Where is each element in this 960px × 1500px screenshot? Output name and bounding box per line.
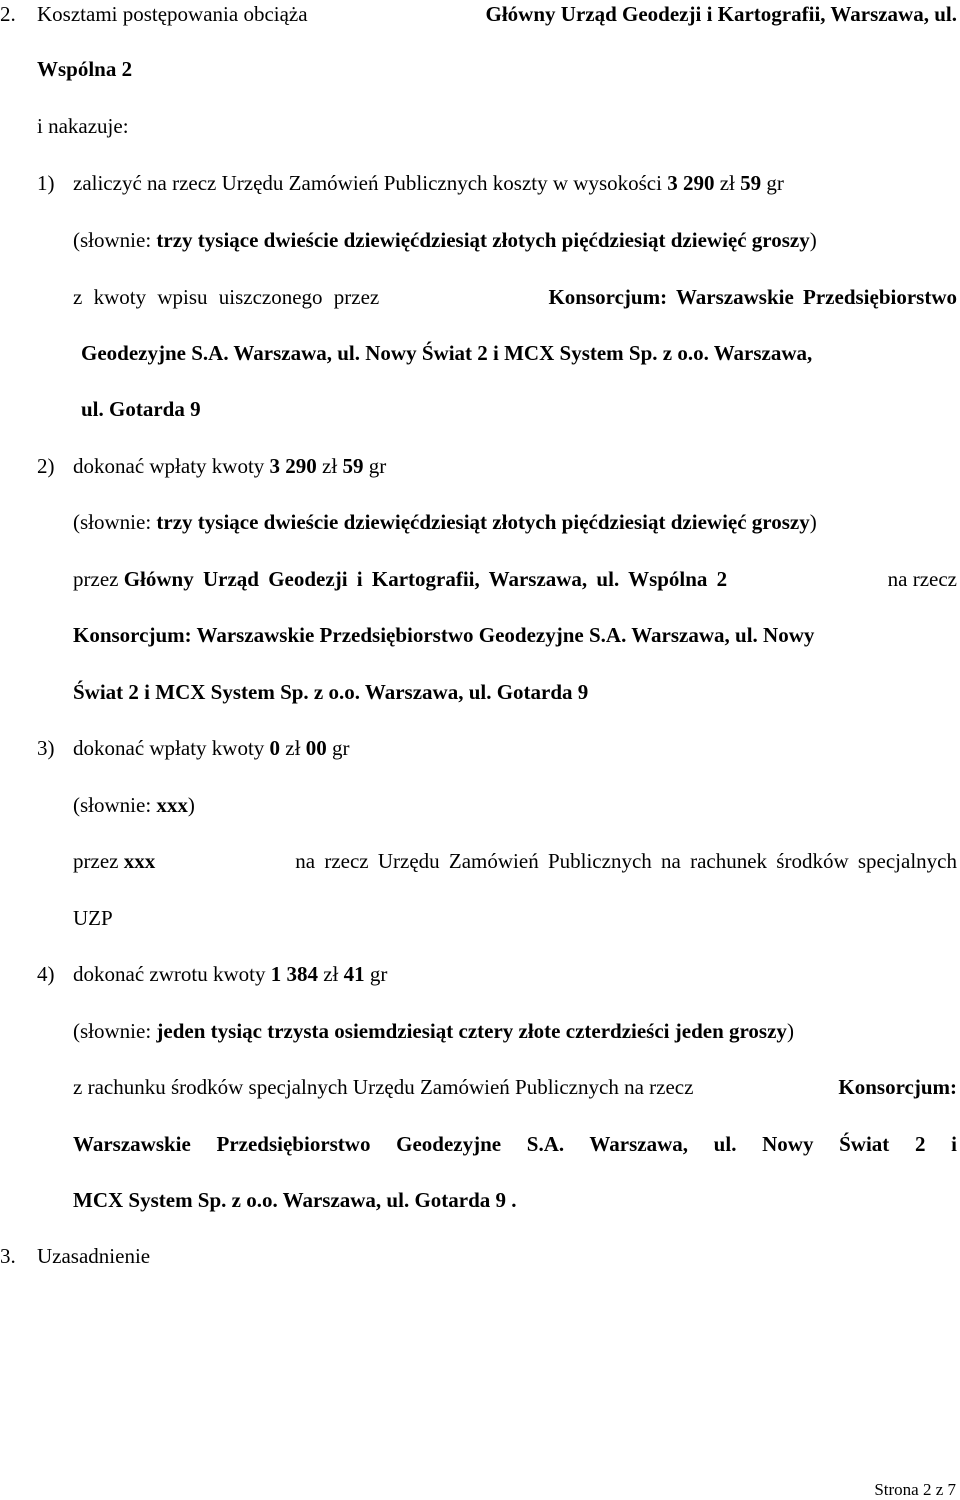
item-2-amount-zl: 3 290 xyxy=(269,454,317,478)
item-1-amount-zl: 3 290 xyxy=(667,171,715,195)
item-2-zl-unit: zł xyxy=(316,454,343,478)
costs-intro: Kosztami postępowania obciąża xyxy=(37,2,308,26)
item-4-recipient: Warszawskie Przedsiębiorstwo Geodezyjne S.A. Warszawa, ul. Nowy Świat 2 i xyxy=(73,1132,957,1156)
item-4-line-1 xyxy=(73,962,387,986)
item-1-gr-unit: gr xyxy=(761,171,784,195)
item-1-line-1 xyxy=(73,171,784,195)
item-1-words-text: trzy tysiące dwieście dziewięćdziesiąt złotych pięćdziesiąt dziewięć groszy xyxy=(156,228,810,252)
item-2-payer-name: Główny Urząd Geodezji i Kartografii, Warszawa, ul. Wspólna 2 xyxy=(123,567,728,591)
item-4-recipient-end: MCX System Sp. z o.o. Warszawa, ul. Gotarda 9 xyxy=(73,1188,507,1212)
item-2-amount-gr: 59 xyxy=(342,454,364,478)
item-3-words xyxy=(73,793,195,817)
item-4-amount-gr: 41 xyxy=(343,962,365,986)
item-2-payer-intro: przez xyxy=(73,567,124,591)
item-2-number: 2) xyxy=(37,454,55,478)
item-2-recipient-end: Świat 2 i MCX System Sp. z o.o. Warszawa, ul. Gotarda 9 xyxy=(73,680,589,704)
item-3-words-open: (słownie: xyxy=(73,793,157,817)
item-3-number: 3) xyxy=(37,736,55,760)
item-3-words-text: xxx xyxy=(156,793,188,817)
item-3-line-1 xyxy=(73,736,349,760)
item-4-end-dot: . xyxy=(506,1188,517,1212)
gugik-address-end: Wspólna 2 xyxy=(37,57,133,81)
item-1-words xyxy=(73,228,817,252)
item-3-payer-name: xxx xyxy=(123,849,156,873)
page-number: Strona 2 z 7 xyxy=(874,1480,956,1499)
item-2-words xyxy=(73,510,817,534)
orders-intro: i nakazuje: xyxy=(37,114,129,138)
item-3-words-close: ) xyxy=(187,793,195,817)
item-3-payer-intro: przez xyxy=(73,849,124,873)
item-4-number: 4) xyxy=(37,962,55,986)
item-3-payer xyxy=(73,849,155,873)
item-1-line-3 xyxy=(73,285,957,309)
item-4-words-close: ) xyxy=(786,1019,794,1043)
item-1-amount-gr: 59 xyxy=(740,171,762,195)
section-3-number: 3. xyxy=(0,1244,16,1268)
item-3-line-4: UZP xyxy=(73,906,113,930)
item-1-line-5 xyxy=(81,397,201,421)
item-2-text: dokonać wpłaty kwoty xyxy=(73,454,270,478)
item-2-words-close: ) xyxy=(809,510,817,534)
item-3-text: dokonać wpłaty kwoty xyxy=(73,736,270,760)
item-4-line-3 xyxy=(73,1075,957,1099)
item-1-zl-unit: zł xyxy=(714,171,741,195)
item-2-recipient-intro: na rzecz xyxy=(887,567,957,591)
item-2-line-1 xyxy=(73,454,386,478)
item-2-recipient: Konsorcjum: Warszawskie Przedsiębiorstwo Geodezyjne S.A. Warszawa, ul. Nowy xyxy=(73,623,815,647)
item-1-number: 1) xyxy=(37,171,55,195)
item-4-words xyxy=(73,1019,794,1043)
item-1-text: zaliczyć na rzecz Urzędu Zamówień Publicznych koszty w wysokości xyxy=(73,171,668,195)
item-2-words-text: trzy tysiące dwieście dziewięćdziesiąt złotych pięćdziesiąt dziewięć groszy xyxy=(156,510,810,534)
item-1-words-open: (słownie: xyxy=(73,228,157,252)
item-4-words-open: (słownie: xyxy=(73,1019,157,1043)
item-4-line-5 xyxy=(73,1188,517,1212)
item-4-text: dokonać zwrotu kwoty xyxy=(73,962,271,986)
item-2-payer xyxy=(73,567,727,591)
item-3-zl-unit: zł xyxy=(280,736,306,760)
item-2-line-5 xyxy=(73,680,588,704)
item-3-line-3 xyxy=(73,849,957,873)
item-2-line-3 xyxy=(73,567,957,591)
item-3-recipient: na rzecz Urzędu Zamówień Publicznych na rachunek środków specjalnych xyxy=(295,849,957,873)
item-1-consortium-end: ul. Gotarda 9 xyxy=(81,397,201,421)
item-1-line-4 xyxy=(81,341,812,365)
item-4-line-4 xyxy=(73,1132,957,1156)
item-1-payer-intro: z kwoty wpisu uiszczonego przez xyxy=(73,285,380,309)
item-3-amount-zl: 0 xyxy=(269,736,281,760)
section-2-line-2 xyxy=(37,57,132,81)
section-2-number: 2. xyxy=(0,2,16,26)
item-3-gr-unit: gr xyxy=(326,736,350,760)
item-1-consortium: Konsorcjum: Warszawskie Przedsiębiorstwo xyxy=(548,285,957,309)
section-2-line-1 xyxy=(37,2,957,26)
section-3-title: Uzasadnienie xyxy=(37,1244,151,1268)
item-4-zl-unit: zł xyxy=(317,962,344,986)
item-4-amount-zl: 1 384 xyxy=(270,962,318,986)
item-2-words-open: (słownie: xyxy=(73,510,157,534)
item-1-consortium-cont: Geodezyjne S.A. Warszawa, ul. Nowy Świat 2 i MCX System Sp. z o.o. Warszawa, xyxy=(81,341,813,365)
item-4-words-text: jeden tysiąc trzysta osiemdziesiąt cztery złote czterdzieści jeden groszy xyxy=(156,1019,787,1043)
item-4-gr-unit: gr xyxy=(364,962,388,986)
item-1-words-close: ) xyxy=(809,228,817,252)
item-2-gr-unit: gr xyxy=(363,454,387,478)
item-3-amount-gr: 00 xyxy=(305,736,327,760)
item-2-line-4 xyxy=(73,623,814,647)
gugik-name: Główny Urząd Geodezji i Kartografii, Warszawa, ul. xyxy=(485,2,957,26)
item-4-recipient-start: Konsorcjum: xyxy=(838,1075,957,1099)
item-4-refund-source: z rachunku środków specjalnych Urzędu Zamówień Publicznych na rzecz xyxy=(73,1075,694,1099)
